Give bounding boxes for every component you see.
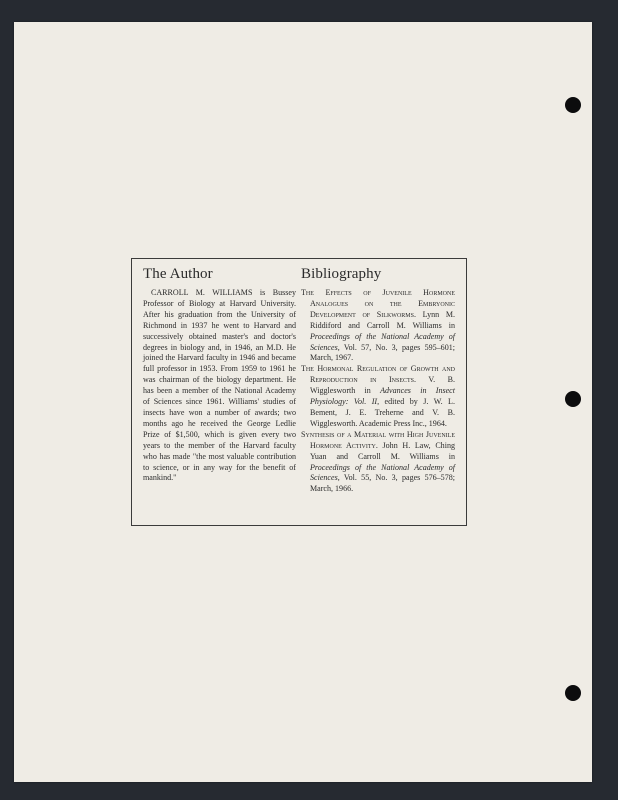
bibliography-entry-authors: V. B. Wigglesworth in [310,375,455,396]
bibliography-entry-details: , Vol. 55, No. 3, pages 576–578; March, 1966. [310,473,455,494]
paper-sheet [14,22,592,782]
author-column [143,265,296,484]
bibliography-entry-source: Proceedings of the National Academy of Sciences [310,331,455,352]
binder-hole [565,685,581,701]
author-heading: The Author [143,266,213,282]
bibliography-entry-authors: Lynn M. Riddiford and Carroll M. Williams in [310,309,456,330]
bibliography-column [301,265,455,495]
bibliography-entry [301,364,455,429]
binder-hole [565,97,581,113]
bibliography-entry-title: The Hormonal Regulation of Growth and Reproduction in Insects. [301,364,455,385]
bibliography-entry [301,430,455,495]
bibliography-entry-title: Synthesis of a Material with High Juvenile Hormone Activity. [301,429,455,450]
bibliography-entry [301,288,455,364]
author-bibliography-box [131,258,467,526]
bibliography-entry-details: , edited by J. W. L. Bement, J. E. Treherne and V. B. Wigglesworth. Academic Press Inc., 1964. [310,397,455,428]
author-biography: CARROLL M. WILLIAMS is Bussey Professor of Biology at Harvard University. After his graduation from the University of Richmond in 1937 he went to Harvard and successively obtained master's and doctor's degrees in biology and, in 1946, an M.D. He joined the Harvard faculty in 1946 and became full professor in 1953. From 1959 to 1961 he was chairman of the biology department. He has been a member of the National Academy of Sciences since 1961. Williams' studies of insects have won a number of awards; two months ago he received the George Ledlie Prize of $1,500, which is given every two years to the member of the Harvard faculty who has made "the most valuable contribution to science, or in any way for the benefit of mankind." [143,288,296,483]
bibliography-entry-title: The Effects of Juvenile Hormone Analogues on the Embryonic Development of Silkworms. [301,288,455,319]
bibliography-entry-authors: John H. Law, Ching Yuan and Carroll M. Williams in [310,440,455,461]
bibliography-entry-details: , Vol. 57, No. 3, pages 595–601; March, 1967. [310,342,455,363]
bibliography-entry-source: Advances in Insect Physiology: Vol. II [310,386,455,407]
bibliography-entry-source: Proceedings of the National Academy of Sciences [310,462,455,483]
binder-hole [565,391,581,407]
bibliography-heading: Bibliography [301,266,382,282]
